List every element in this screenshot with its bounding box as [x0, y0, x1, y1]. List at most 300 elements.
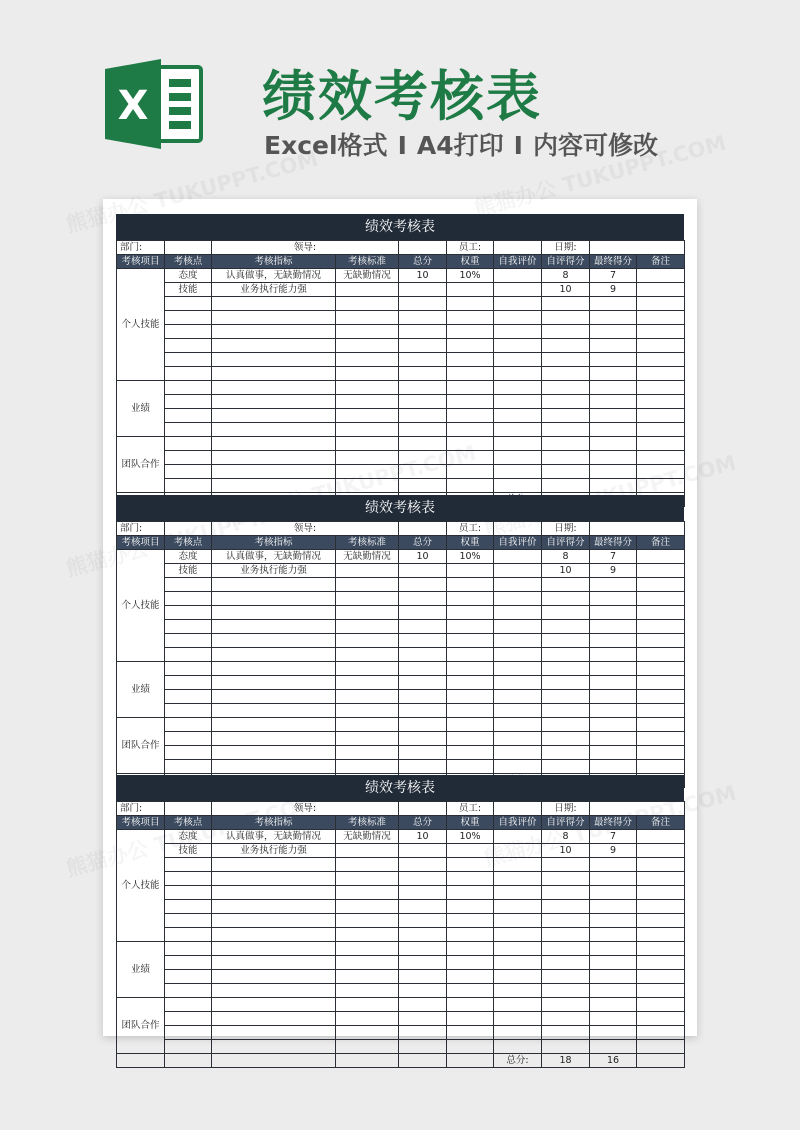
empty-cell[interactable]: [212, 634, 336, 648]
empty-cell[interactable]: [542, 760, 590, 774]
date-value-cell[interactable]: [590, 802, 685, 816]
empty-cell[interactable]: [212, 690, 336, 704]
empty-cell[interactable]: [494, 423, 542, 437]
empty-cell[interactable]: [336, 900, 399, 914]
empty-cell[interactable]: [336, 451, 399, 465]
empty-cell[interactable]: [494, 353, 542, 367]
empty-cell[interactable]: [637, 578, 685, 592]
empty-cell[interactable]: [637, 760, 685, 774]
empty-cell[interactable]: [637, 942, 685, 956]
empty-cell[interactable]: [590, 1026, 637, 1040]
empty-cell[interactable]: [590, 409, 637, 423]
empty-cell[interactable]: [590, 465, 637, 479]
empty-cell[interactable]: [637, 914, 685, 928]
empty-cell[interactable]: [399, 662, 447, 676]
empty-cell[interactable]: [494, 1012, 542, 1026]
note-cell[interactable]: [637, 550, 685, 564]
empty-cell[interactable]: [399, 760, 447, 774]
empty-cell[interactable]: [399, 381, 447, 395]
final-score-cell[interactable]: 9: [590, 844, 637, 858]
empty-cell[interactable]: [447, 648, 494, 662]
empty-cell[interactable]: [212, 423, 336, 437]
weight-cell[interactable]: 10%: [447, 830, 494, 844]
empty-cell[interactable]: [399, 395, 447, 409]
empty-cell[interactable]: [542, 732, 590, 746]
empty-cell[interactable]: [447, 942, 494, 956]
empty-cell[interactable]: [336, 634, 399, 648]
empty-cell[interactable]: [336, 760, 399, 774]
empty-cell[interactable]: [212, 1040, 336, 1054]
empty-cell[interactable]: [590, 437, 637, 451]
empty-cell[interactable]: [494, 984, 542, 998]
empty-cell[interactable]: [494, 704, 542, 718]
empty-cell[interactable]: [212, 620, 336, 634]
empty-cell[interactable]: [542, 339, 590, 353]
empty-cell[interactable]: [399, 311, 447, 325]
empty-cell[interactable]: [165, 1012, 212, 1026]
empty-cell[interactable]: [637, 479, 685, 493]
empty-cell[interactable]: [399, 718, 447, 732]
self-score-cell[interactable]: 8: [542, 269, 590, 283]
final-score-cell[interactable]: 7: [590, 269, 637, 283]
empty-cell[interactable]: [165, 367, 212, 381]
empty-cell[interactable]: [212, 760, 336, 774]
empty-cell[interactable]: [212, 479, 336, 493]
empty-cell[interactable]: [637, 1012, 685, 1026]
empty-cell[interactable]: [494, 746, 542, 760]
self-eval-cell[interactable]: [494, 550, 542, 564]
empty-cell[interactable]: [637, 339, 685, 353]
empty-cell[interactable]: [165, 746, 212, 760]
empty-cell[interactable]: [336, 704, 399, 718]
empty-cell[interactable]: [336, 956, 399, 970]
empty-cell[interactable]: [165, 690, 212, 704]
empty-cell[interactable]: [399, 325, 447, 339]
point-cell[interactable]: 态度: [165, 830, 212, 844]
empty-cell[interactable]: [542, 984, 590, 998]
empty-cell[interactable]: [590, 648, 637, 662]
empty-cell[interactable]: [590, 900, 637, 914]
empty-cell[interactable]: [542, 676, 590, 690]
empty-cell[interactable]: [399, 479, 447, 493]
empty-cell[interactable]: [494, 395, 542, 409]
employee-value-cell[interactable]: [494, 241, 542, 255]
empty-cell[interactable]: [494, 998, 542, 1012]
empty-cell[interactable]: [336, 886, 399, 900]
self-eval-cell[interactable]: [494, 283, 542, 297]
empty-cell[interactable]: [165, 704, 212, 718]
empty-cell[interactable]: [212, 367, 336, 381]
empty-cell[interactable]: [212, 409, 336, 423]
empty-cell[interactable]: [494, 872, 542, 886]
empty-cell[interactable]: [637, 970, 685, 984]
empty-cell[interactable]: [494, 606, 542, 620]
empty-cell[interactable]: [637, 1054, 685, 1068]
empty-cell[interactable]: [336, 339, 399, 353]
empty-cell[interactable]: [494, 367, 542, 381]
empty-cell[interactable]: [165, 620, 212, 634]
empty-cell[interactable]: [637, 872, 685, 886]
empty-cell[interactable]: [494, 956, 542, 970]
empty-cell[interactable]: [542, 956, 590, 970]
empty-cell[interactable]: [447, 1026, 494, 1040]
empty-cell[interactable]: [336, 928, 399, 942]
empty-cell[interactable]: [399, 437, 447, 451]
empty-cell[interactable]: [399, 676, 447, 690]
empty-cell[interactable]: [212, 465, 336, 479]
empty-cell[interactable]: [447, 437, 494, 451]
empty-cell[interactable]: [165, 578, 212, 592]
weight-cell[interactable]: [447, 844, 494, 858]
empty-cell[interactable]: [212, 676, 336, 690]
empty-cell[interactable]: [212, 437, 336, 451]
empty-cell[interactable]: [637, 297, 685, 311]
empty-cell[interactable]: [165, 297, 212, 311]
empty-cell[interactable]: [447, 1054, 494, 1068]
empty-cell[interactable]: [336, 465, 399, 479]
empty-cell[interactable]: [637, 634, 685, 648]
empty-cell[interactable]: [447, 620, 494, 634]
empty-cell[interactable]: [399, 900, 447, 914]
empty-cell[interactable]: [212, 353, 336, 367]
empty-cell[interactable]: [336, 914, 399, 928]
leader-value-cell[interactable]: [399, 241, 447, 255]
empty-cell[interactable]: [212, 648, 336, 662]
employee-value-cell[interactable]: [494, 522, 542, 536]
empty-cell[interactable]: [447, 984, 494, 998]
note-cell[interactable]: [637, 269, 685, 283]
empty-cell[interactable]: [447, 1012, 494, 1026]
standard-cell[interactable]: [336, 844, 399, 858]
empty-cell[interactable]: [165, 998, 212, 1012]
empty-cell[interactable]: [399, 872, 447, 886]
empty-cell[interactable]: [494, 886, 542, 900]
empty-cell[interactable]: [447, 479, 494, 493]
empty-cell[interactable]: [212, 858, 336, 872]
empty-cell[interactable]: [447, 381, 494, 395]
self-score-cell[interactable]: 8: [542, 550, 590, 564]
empty-cell[interactable]: [542, 942, 590, 956]
empty-cell[interactable]: [399, 732, 447, 746]
empty-cell[interactable]: [165, 760, 212, 774]
empty-cell[interactable]: [542, 718, 590, 732]
empty-cell[interactable]: [336, 732, 399, 746]
empty-cell[interactable]: [542, 592, 590, 606]
empty-cell[interactable]: [542, 395, 590, 409]
empty-cell[interactable]: [637, 620, 685, 634]
empty-cell[interactable]: [399, 297, 447, 311]
empty-cell[interactable]: [637, 465, 685, 479]
empty-cell[interactable]: [542, 858, 590, 872]
empty-cell[interactable]: [399, 970, 447, 984]
empty-cell[interactable]: [494, 662, 542, 676]
self-eval-cell[interactable]: [494, 844, 542, 858]
empty-cell[interactable]: [542, 970, 590, 984]
empty-cell[interactable]: [165, 718, 212, 732]
empty-cell[interactable]: [590, 1040, 637, 1054]
empty-cell[interactable]: [212, 395, 336, 409]
empty-cell[interactable]: [637, 900, 685, 914]
empty-cell[interactable]: [590, 690, 637, 704]
empty-cell[interactable]: [494, 437, 542, 451]
empty-cell[interactable]: [494, 858, 542, 872]
empty-cell[interactable]: [590, 858, 637, 872]
empty-cell[interactable]: [336, 648, 399, 662]
empty-cell[interactable]: [637, 395, 685, 409]
empty-cell[interactable]: [165, 648, 212, 662]
date-value-cell[interactable]: [590, 241, 685, 255]
empty-cell[interactable]: [336, 606, 399, 620]
empty-cell[interactable]: [637, 704, 685, 718]
final-score-cell[interactable]: 7: [590, 550, 637, 564]
empty-cell[interactable]: [542, 998, 590, 1012]
empty-cell[interactable]: [542, 409, 590, 423]
empty-cell[interactable]: [590, 353, 637, 367]
empty-cell[interactable]: [542, 606, 590, 620]
empty-cell[interactable]: [165, 900, 212, 914]
point-cell[interactable]: 态度: [165, 269, 212, 283]
empty-cell[interactable]: [590, 942, 637, 956]
empty-cell[interactable]: [212, 956, 336, 970]
empty-cell[interactable]: [447, 367, 494, 381]
empty-cell[interactable]: [590, 479, 637, 493]
empty-cell[interactable]: [590, 746, 637, 760]
empty-cell[interactable]: [494, 311, 542, 325]
empty-cell[interactable]: [399, 1026, 447, 1040]
empty-cell[interactable]: [590, 928, 637, 942]
empty-cell[interactable]: [637, 592, 685, 606]
empty-cell[interactable]: [336, 311, 399, 325]
empty-cell[interactable]: [542, 479, 590, 493]
empty-cell[interactable]: [494, 970, 542, 984]
empty-cell[interactable]: [590, 704, 637, 718]
empty-cell[interactable]: [590, 998, 637, 1012]
empty-cell[interactable]: [542, 423, 590, 437]
empty-cell[interactable]: [590, 662, 637, 676]
empty-cell[interactable]: [336, 676, 399, 690]
empty-cell[interactable]: [336, 872, 399, 886]
weight-cell[interactable]: [447, 564, 494, 578]
empty-cell[interactable]: [494, 592, 542, 606]
dept-value-cell[interactable]: [165, 522, 212, 536]
empty-cell[interactable]: [494, 732, 542, 746]
empty-cell[interactable]: [212, 339, 336, 353]
empty-cell[interactable]: [590, 1012, 637, 1026]
empty-cell[interactable]: [336, 620, 399, 634]
final-score-cell[interactable]: 9: [590, 283, 637, 297]
empty-cell[interactable]: [590, 451, 637, 465]
empty-cell[interactable]: [212, 704, 336, 718]
empty-cell[interactable]: [637, 732, 685, 746]
empty-cell[interactable]: [590, 886, 637, 900]
standard-cell[interactable]: 无缺勤情况: [336, 269, 399, 283]
empty-cell[interactable]: [447, 928, 494, 942]
empty-cell[interactable]: [494, 479, 542, 493]
empty-cell[interactable]: [212, 578, 336, 592]
empty-cell[interactable]: [336, 592, 399, 606]
self-eval-cell[interactable]: [494, 830, 542, 844]
empty-cell[interactable]: [165, 409, 212, 423]
empty-cell[interactable]: [637, 437, 685, 451]
empty-cell[interactable]: [165, 662, 212, 676]
standard-cell[interactable]: 无缺勤情况: [336, 550, 399, 564]
empty-cell[interactable]: [399, 1054, 447, 1068]
empty-cell[interactable]: [494, 648, 542, 662]
empty-cell[interactable]: [447, 311, 494, 325]
empty-cell[interactable]: [447, 746, 494, 760]
self-score-cell[interactable]: 10: [542, 844, 590, 858]
empty-cell[interactable]: [165, 311, 212, 325]
empty-cell[interactable]: [399, 367, 447, 381]
empty-cell[interactable]: [447, 634, 494, 648]
empty-cell[interactable]: [399, 451, 447, 465]
self-score-cell[interactable]: 10: [542, 564, 590, 578]
empty-cell[interactable]: [590, 956, 637, 970]
empty-cell[interactable]: [637, 690, 685, 704]
total-cell[interactable]: [399, 283, 447, 297]
empty-cell[interactable]: [590, 620, 637, 634]
empty-cell[interactable]: [165, 984, 212, 998]
empty-cell[interactable]: [165, 858, 212, 872]
empty-cell[interactable]: [336, 437, 399, 451]
empty-cell[interactable]: [447, 998, 494, 1012]
empty-cell[interactable]: [637, 998, 685, 1012]
empty-cell[interactable]: [399, 606, 447, 620]
self-eval-cell[interactable]: [494, 564, 542, 578]
point-cell[interactable]: 技能: [165, 564, 212, 578]
empty-cell[interactable]: [494, 634, 542, 648]
empty-cell[interactable]: [212, 900, 336, 914]
empty-cell[interactable]: [336, 998, 399, 1012]
empty-cell[interactable]: [447, 858, 494, 872]
empty-cell[interactable]: [399, 634, 447, 648]
dept-value-cell[interactable]: [165, 241, 212, 255]
empty-cell[interactable]: [494, 1040, 542, 1054]
empty-cell[interactable]: [165, 676, 212, 690]
empty-cell[interactable]: [494, 928, 542, 942]
empty-cell[interactable]: [165, 956, 212, 970]
empty-cell[interactable]: [399, 956, 447, 970]
empty-cell[interactable]: [447, 1040, 494, 1054]
indicator-cell[interactable]: 业务执行能力强: [212, 844, 336, 858]
empty-cell[interactable]: [399, 648, 447, 662]
empty-cell[interactable]: [542, 914, 590, 928]
empty-cell[interactable]: [447, 353, 494, 367]
empty-cell[interactable]: [399, 465, 447, 479]
leader-value-cell[interactable]: [399, 802, 447, 816]
note-cell[interactable]: [637, 564, 685, 578]
empty-cell[interactable]: [399, 423, 447, 437]
empty-cell[interactable]: [212, 718, 336, 732]
empty-cell[interactable]: [212, 606, 336, 620]
note-cell[interactable]: [637, 830, 685, 844]
empty-cell[interactable]: [399, 704, 447, 718]
empty-cell[interactable]: [637, 858, 685, 872]
empty-cell[interactable]: [399, 928, 447, 942]
empty-cell[interactable]: [590, 984, 637, 998]
empty-cell[interactable]: [447, 325, 494, 339]
point-cell[interactable]: 技能: [165, 844, 212, 858]
empty-cell[interactable]: [165, 437, 212, 451]
empty-cell[interactable]: [447, 718, 494, 732]
empty-cell[interactable]: [399, 746, 447, 760]
empty-cell[interactable]: [212, 1012, 336, 1026]
empty-cell[interactable]: [542, 1012, 590, 1026]
empty-cell[interactable]: [542, 437, 590, 451]
empty-cell[interactable]: [212, 942, 336, 956]
empty-cell[interactable]: [542, 367, 590, 381]
empty-cell[interactable]: [336, 367, 399, 381]
empty-cell[interactable]: [542, 1040, 590, 1054]
empty-cell[interactable]: [447, 578, 494, 592]
note-cell[interactable]: [637, 283, 685, 297]
empty-cell[interactable]: [336, 970, 399, 984]
empty-cell[interactable]: [165, 465, 212, 479]
empty-cell[interactable]: [165, 1040, 212, 1054]
self-score-cell[interactable]: 8: [542, 830, 590, 844]
total-cell[interactable]: [399, 844, 447, 858]
empty-cell[interactable]: [165, 395, 212, 409]
weight-cell[interactable]: 10%: [447, 550, 494, 564]
indicator-cell[interactable]: 业务执行能力强: [212, 564, 336, 578]
empty-cell[interactable]: [212, 297, 336, 311]
empty-cell[interactable]: [399, 886, 447, 900]
empty-cell[interactable]: [494, 465, 542, 479]
empty-cell[interactable]: [637, 648, 685, 662]
empty-cell[interactable]: [494, 914, 542, 928]
empty-cell[interactable]: [336, 1040, 399, 1054]
total-cell[interactable]: 10: [399, 550, 447, 564]
empty-cell[interactable]: [637, 956, 685, 970]
empty-cell[interactable]: [447, 956, 494, 970]
empty-cell[interactable]: [399, 942, 447, 956]
empty-cell[interactable]: [165, 423, 212, 437]
leader-value-cell[interactable]: [399, 522, 447, 536]
empty-cell[interactable]: [542, 451, 590, 465]
empty-cell[interactable]: [336, 297, 399, 311]
empty-cell[interactable]: [637, 311, 685, 325]
empty-cell[interactable]: [542, 381, 590, 395]
empty-cell[interactable]: [336, 423, 399, 437]
point-cell[interactable]: 技能: [165, 283, 212, 297]
empty-cell[interactable]: [542, 872, 590, 886]
empty-cell[interactable]: [542, 690, 590, 704]
empty-cell[interactable]: [165, 970, 212, 984]
empty-cell[interactable]: [494, 942, 542, 956]
empty-cell[interactable]: [637, 746, 685, 760]
empty-cell[interactable]: [447, 900, 494, 914]
total-cell[interactable]: 10: [399, 830, 447, 844]
empty-cell[interactable]: [447, 872, 494, 886]
indicator-cell[interactable]: 认真做事，无缺勤情况: [212, 550, 336, 564]
empty-cell[interactable]: [447, 409, 494, 423]
empty-cell[interactable]: [637, 381, 685, 395]
empty-cell[interactable]: [212, 311, 336, 325]
indicator-cell[interactable]: 业务执行能力强: [212, 283, 336, 297]
empty-cell[interactable]: [212, 886, 336, 900]
empty-cell[interactable]: [212, 998, 336, 1012]
empty-cell[interactable]: [590, 606, 637, 620]
weight-cell[interactable]: 10%: [447, 269, 494, 283]
empty-cell[interactable]: [542, 648, 590, 662]
empty-cell[interactable]: [336, 942, 399, 956]
empty-cell[interactable]: [590, 395, 637, 409]
self-score-cell[interactable]: 10: [542, 283, 590, 297]
empty-cell[interactable]: [542, 353, 590, 367]
empty-cell[interactable]: [165, 451, 212, 465]
empty-cell[interactable]: [165, 381, 212, 395]
empty-cell[interactable]: [590, 914, 637, 928]
